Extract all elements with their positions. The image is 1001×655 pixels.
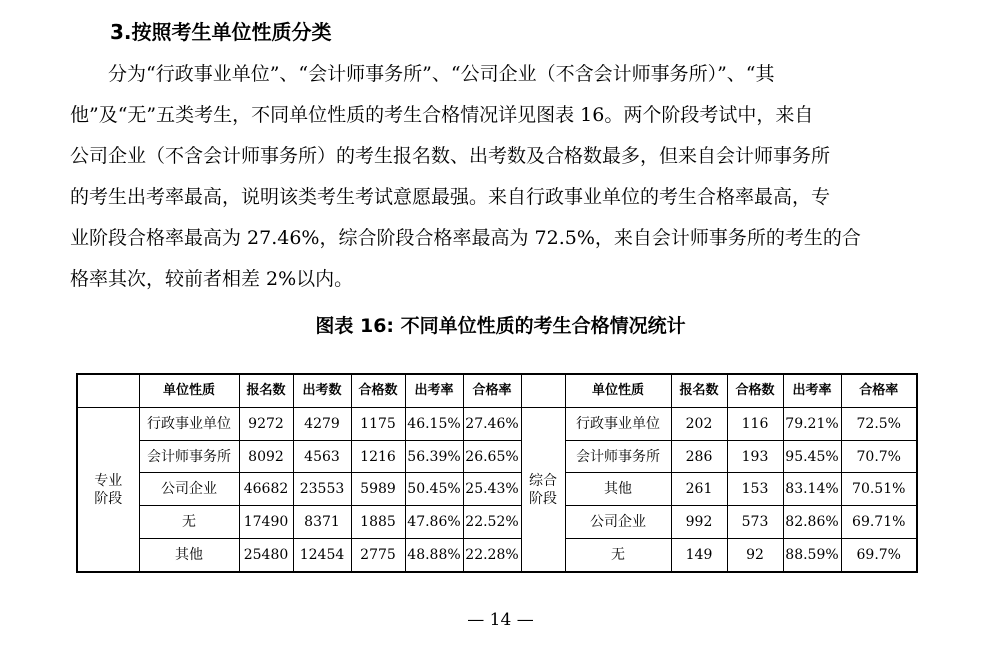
- table-cell: 25480: [239, 538, 293, 572]
- table-cell: 69.7%: [841, 538, 917, 572]
- table-cell: 193: [727, 440, 783, 473]
- paragraph-line: 格率其次，较前者相差 2%以内。: [70, 268, 354, 290]
- unit-type-stats-table: [76, 373, 918, 573]
- column-header: 报名数: [671, 374, 727, 408]
- table-cell: 573: [727, 506, 783, 539]
- table-cell: 2775: [351, 538, 405, 572]
- table-cell: 会计师事务所: [139, 440, 239, 473]
- table-cell: 行政事业单位: [565, 408, 671, 441]
- table-cell: 1216: [351, 440, 405, 473]
- table-cell: 17490: [239, 506, 293, 539]
- column-header: 合格率: [841, 374, 917, 408]
- table-cell: 无: [565, 538, 671, 572]
- table-row: [77, 506, 917, 539]
- table-cell: 公司企业: [565, 506, 671, 539]
- table-cell: 4563: [293, 440, 351, 473]
- column-header: 出考数: [293, 374, 351, 408]
- table-cell: 1175: [351, 408, 405, 441]
- table-cell: 22.28%: [463, 538, 521, 572]
- table-cell: 79.21%: [783, 408, 841, 441]
- table-cell: 8371: [293, 506, 351, 539]
- table-row: [77, 538, 917, 572]
- table-cell: 公司企业: [139, 473, 239, 506]
- table-cell: 83.14%: [783, 473, 841, 506]
- table-cell: 12454: [293, 538, 351, 572]
- column-header: 合格数: [727, 374, 783, 408]
- paragraph-line: 业阶段合格率最高为 27.46%，综合阶段合格率最高为 72.5%，来自会计师事务所的考生的合: [70, 227, 861, 249]
- table-cell: 56.39%: [405, 440, 463, 473]
- table-cell: 行政事业单位: [139, 408, 239, 441]
- stage-label-part: 阶段: [529, 490, 557, 507]
- table-cell: 9272: [239, 408, 293, 441]
- table-cell: 149: [671, 538, 727, 572]
- table-cell: 48.88%: [405, 538, 463, 572]
- column-header: 单位性质: [565, 374, 671, 408]
- column-header: 出考率: [405, 374, 463, 408]
- table-cell: 92: [727, 538, 783, 572]
- table-cell: 70.7%: [841, 440, 917, 473]
- table-cell: 72.5%: [841, 408, 917, 441]
- table-cell: 5989: [351, 473, 405, 506]
- empty-header-cell: [521, 374, 565, 408]
- column-header: 合格数: [351, 374, 405, 408]
- table-cell: 50.45%: [405, 473, 463, 506]
- table-cell: 23553: [293, 473, 351, 506]
- table-cell: 25.43%: [463, 473, 521, 506]
- table-cell: 69.71%: [841, 506, 917, 539]
- stage-label-part: 综合: [529, 472, 557, 489]
- table-row: [77, 440, 917, 473]
- table-cell: 261: [671, 473, 727, 506]
- table-cell: 其他: [565, 473, 671, 506]
- table-cell: 无: [139, 506, 239, 539]
- table-cell: 992: [671, 506, 727, 539]
- professional-stage-label: [77, 408, 139, 572]
- table-row: [77, 408, 917, 441]
- table-cell: 46682: [239, 473, 293, 506]
- table-cell: 116: [727, 408, 783, 441]
- table-cell: 其他: [139, 538, 239, 572]
- column-header: 出考率: [783, 374, 841, 408]
- table-cell: 95.45%: [783, 440, 841, 473]
- table-cell: 82.86%: [783, 506, 841, 539]
- table-cell: 88.59%: [783, 538, 841, 572]
- table-cell: 46.15%: [405, 408, 463, 441]
- table-cell: 8092: [239, 440, 293, 473]
- paragraph-line: 的考生出考率最高，说明该类考生考试意愿最强。来自行政事业单位的考生合格率最高，专: [70, 186, 831, 208]
- paragraph-line: 他”及“无”五类考生，不同单位性质的考生合格情况详见图表 16。两个阶段考试中，来自: [70, 104, 814, 126]
- body-paragraph: [70, 54, 930, 300]
- table-row: [77, 473, 917, 506]
- table-cell: 47.86%: [405, 506, 463, 539]
- empty-header-cell: [77, 374, 139, 408]
- table-cell: 286: [671, 440, 727, 473]
- table-cell: 27.46%: [463, 408, 521, 441]
- comprehensive-stage-label: [521, 408, 565, 572]
- column-header: 合格率: [463, 374, 521, 408]
- paragraph-line: 分为“行政事业单位”、“会计师事务所”、“公司企业（不含会计师事务所）”、“其: [70, 63, 775, 85]
- table-header-row: [77, 374, 917, 408]
- table-cell: 26.65%: [463, 440, 521, 473]
- table-cell: 1885: [351, 506, 405, 539]
- section-heading: 3.按照考生单位性质分类: [110, 20, 332, 44]
- table-cell: 会计师事务所: [565, 440, 671, 473]
- column-header: 报名数: [239, 374, 293, 408]
- stage-label-part: 专业: [94, 472, 123, 489]
- paragraph-line: 公司企业（不含会计师事务所）的考生报名数、出考数及合格数最多，但来自会计师事务所: [70, 145, 831, 167]
- table-cell: 153: [727, 473, 783, 506]
- table-cell: 70.51%: [841, 473, 917, 506]
- column-header: 单位性质: [139, 374, 239, 408]
- table-cell: 202: [671, 408, 727, 441]
- stage-label-part: 阶段: [94, 490, 123, 507]
- table-cell: 4279: [293, 408, 351, 441]
- page-number: — 14 —: [467, 610, 534, 630]
- table-cell: 22.52%: [463, 506, 521, 539]
- table-caption: 图表 16: 不同单位性质的考生合格情况统计: [315, 315, 686, 337]
